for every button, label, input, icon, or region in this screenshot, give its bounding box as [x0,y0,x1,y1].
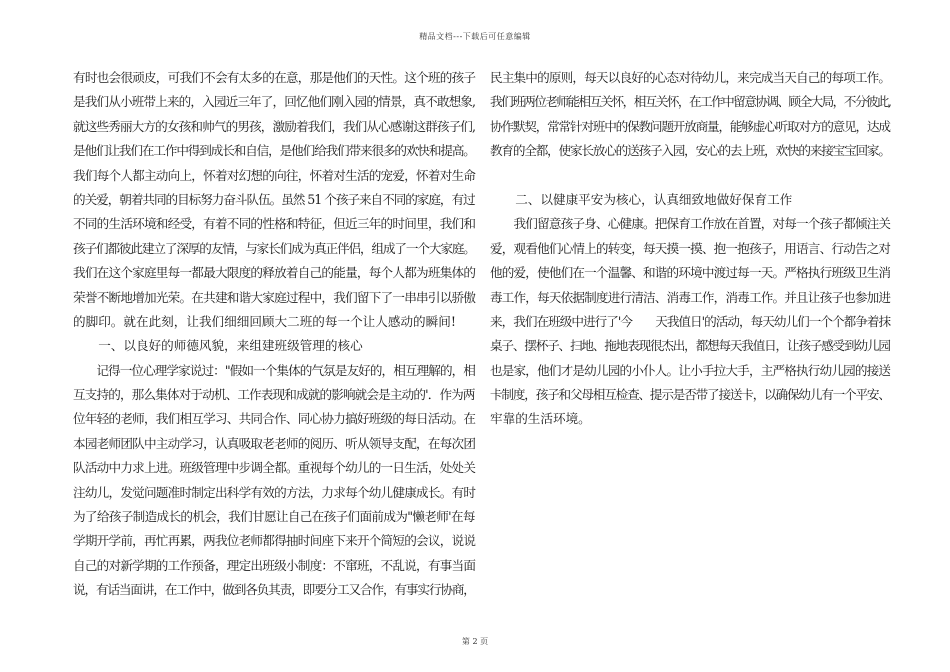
paragraph-line: 我们班两位老师能相互关怀，相互关怀，在工作中留意协调、顾全大局，不分彼此, [490,94,891,110]
paragraph-line: 桌子、摆杯子、扫地、拖地表现很杰出，都想每天我值日，让孩子感受到幼儿园 [490,338,890,354]
paragraph-line: 注幼儿，发觉问题准时制定出科学有效的方法，力求每个幼儿健康成长。有时 [73,484,476,500]
paragraph-line: 有时也会很顽皮，可我们不会有太多的在意，那是他们的天性。这个班的孩子 [73,70,476,85]
paragraph-line: 牢靠的生活环境。 [490,411,591,427]
left-text-column [73,66,475,603]
paragraph-line: 教育的全都，使家长放心的送孩子入园，安心的去上班，欢快的来接宝宝回家。 [490,143,890,159]
paragraph-line: 说，有话当面讲，在工作中，做到各负其责，即要分工又合作，有事实行协商， [73,582,475,598]
paragraph-line: 位年轻的老师，我们相互学习、共同合作、同心协力搞好班级的每日活动。在 [73,411,476,427]
paragraph-line: 荣誉不断地增加光荣。在共建和谐大家庭过程中，我们留下了一串串引以骄傲 [73,289,476,305]
paragraph-line: 的脚印。就在此刻，让我们细细回顾大二班的每一个让人感动的瞬间! [73,313,456,329]
paragraph-line: 本园老师团队中主动学习，认真吸取老老师的阅历、听从领导支配，在每次团 [73,435,476,451]
paragraph-line: 就这些秀丽大方的女孩和帅气的男孩，激励着我们，我们从心感谢这群孩子们, [73,118,476,134]
paragraph-line: 孩子们都彼此建立了深厚的友情，与家长们成为真正伴侣，组成了一个大家庭。 [73,240,475,256]
paragraph-line: 来，我们在班级中进行了'今 天我值日'的活动，每天幼儿们一个个都争着抹 [490,313,891,329]
paragraph-line: 是我们从小班带上来的，入园近三年了，回忆他们刚入园的情景，真不敢想象, [73,94,476,110]
page-header: 精品文档---下载后可任意编辑 [419,32,531,41]
paragraph-line: 是他们让我们在工作中得到成长和自信，是他们给我们带来很多的欢快和提高。 [73,143,475,159]
section-heading: 一、以良好的师德风貌，来组建班级管理的核心 [73,338,363,354]
paragraph-line: 我们留意孩子身、心健康。把保育工作放在首置，对每一个孩子都倾注关 [490,216,891,232]
page-number: 第 2 页 [461,637,489,646]
paragraph-line: 爱，观看他们心情上的转变，每天摸一摸、抱一抱孩子，用语言、行动告之对 [490,240,891,256]
paragraph-line: 我们每个人都主动向上，怀着对幻想的向往，怀着对生活的宠爱，怀着对生命 [73,167,476,183]
paragraph-line: 协作默契，常常针对班中的保教问题开放商量，能够虚心听取对方的意见，达成 [490,118,890,134]
paragraph-line: 记得一位心理学家说过："假如一个集体的气氛是友好的，相互理解的，相 [73,362,475,378]
section-heading: 二、以健康平安为核心，认真细致地做好保育工作 [490,191,793,207]
paragraph-line: 也是家，他们才是幼儿园的小仆人。让小手拉大手，主严格执行幼儿园的接送 [490,362,891,378]
paragraph-gap [490,164,890,188]
paragraph-line: 毒工作，每天依据制度进行清洁、消毒工作，消毒工作。并且让孩子也参加进 [490,289,891,305]
paragraph-line: 民主集中的原则，每天以良好的心态对待幼儿，来完成当天自己的每项工作。 [490,70,891,85]
paragraph-line: 卡制度，孩子和父母相互检查、提示是否带了接送卡，以确保幼儿有一个平安、 [490,387,890,403]
paragraph-line: 队活动中力求上进。班级管理中步调全都。重视每个幼儿的一日生活，处处关 [73,460,476,476]
paragraph-line: 他的爱，使他们在一个温馨、和谐的环境中渡过每一天。严格执行班级卫生消 [490,265,891,281]
paragraph-line: 我们在这个家庭里每一都最大限度的释放着自己的能量，每个人都为班集体的 [73,265,476,281]
paragraph-line: 为了给孩子制造成长的机会，我们甘愿让自己在孩子们面前成为"懒老师'在每 [73,509,475,525]
paragraph-line: 互支持的，那么集体对于动机、工作表现和成就的影响就会是主动的'．作为两 [73,387,475,403]
paragraph-line: 自己的对新学期的工作预备，理定出班级小制度：不窜班，不乱说，有事当面 [73,557,476,573]
paragraph-line: 不同的生活环境和经受，有着不同的性格和特征，但近三年的时间里，我们和 [73,216,476,232]
paragraph-line: 学期开学前，再忙再累，两我位老师都得抽时间座下来开个简短的会议，说说 [73,533,476,549]
paragraph-line: 的关爱，朝着共同的目标努力奋斗队伍。虽然 51 个孩子来自不同的家庭，有过 [73,191,475,207]
right-text-column [490,66,890,432]
